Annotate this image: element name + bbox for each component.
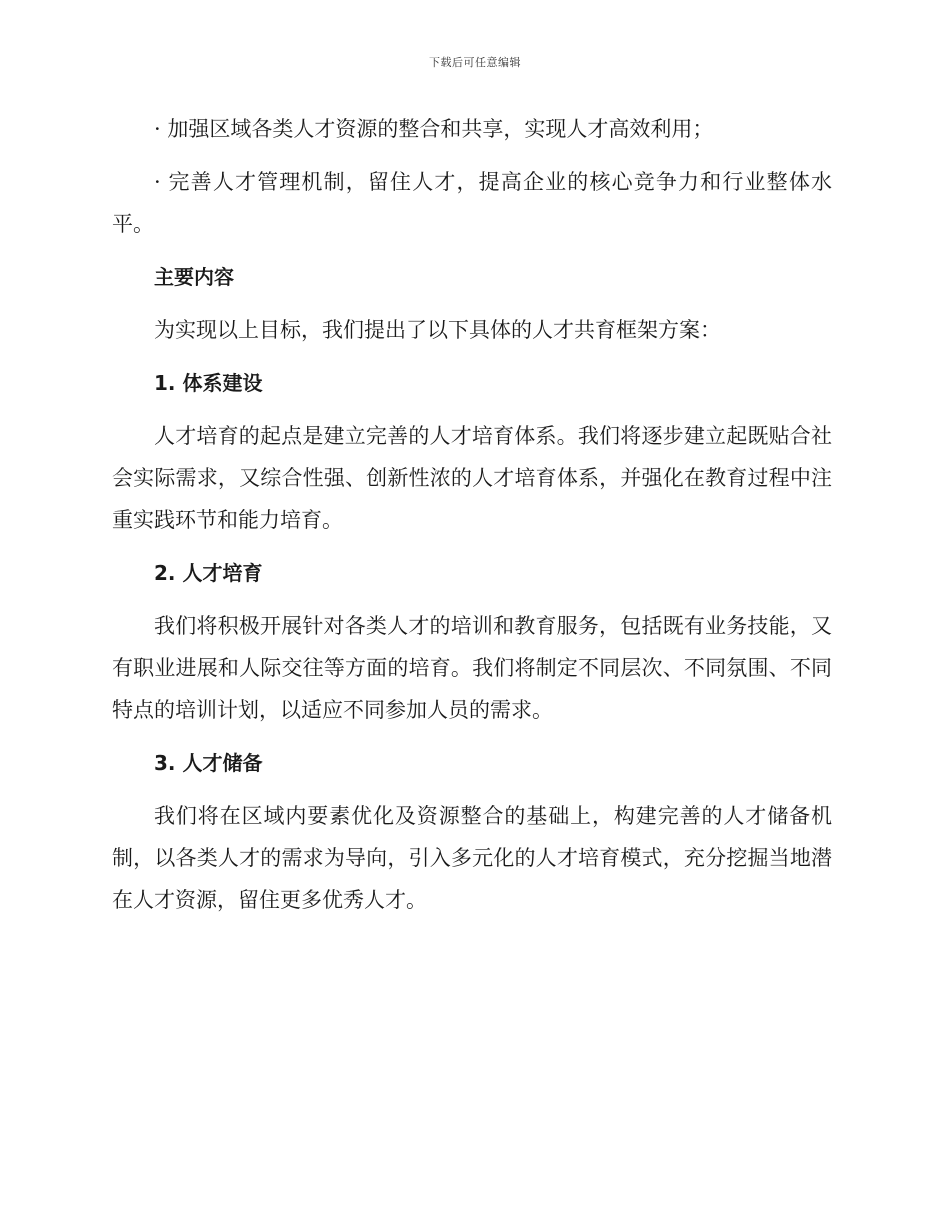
section-heading-talent-cultivation: 2. 人才培育 <box>154 561 263 585</box>
paragraph-talent-cultivation: 我们将积极开展针对各类人才的培训和教育服务，包括既有业务技能，又有职业进展和人际交往等方面的培育。我们将制定不同层次、不同氛围、不同特点的培训计划，以适应不同参加人员的需求。 <box>112 614 832 722</box>
paragraph-talent-reserve: 我们将在区域内要素优化及资源整合的基础上，构建完善的人才储备机制，以各类人才的需求为导向，引入多元化的人才培育模式，充分挖掘当地潜在人才资源，留住更多优秀人才。 <box>112 804 832 912</box>
section-heading-main-content: 主要内容 <box>154 265 234 289</box>
bullet-paragraph-management: · 完善人才管理机制，留住人才，提高企业的核心竞争力和行业整体水平。 <box>112 170 832 236</box>
bullet-paragraph-integration: · 加强区域各类人才资源的整合和共享，实现人才高效利用； <box>154 117 714 141</box>
document-body <box>112 108 832 932</box>
intro-paragraph: 为实现以上目标，我们提出了以下具体的人才共育框架方案： <box>154 318 721 342</box>
section-heading-talent-reserve: 3. 人才储备 <box>154 751 263 775</box>
paragraph-system-building: 人才培育的起点是建立完善的人才培育体系。我们将逐步建立起既贴合社会实际需求，又综合性强、创新性浓的人才培育体系，并强化在教育过程中注重实践环节和能力培育。 <box>112 424 832 532</box>
page-header: 下载后可任意编辑 <box>429 56 521 69</box>
section-heading-system-building: 1. 体系建设 <box>154 371 263 395</box>
